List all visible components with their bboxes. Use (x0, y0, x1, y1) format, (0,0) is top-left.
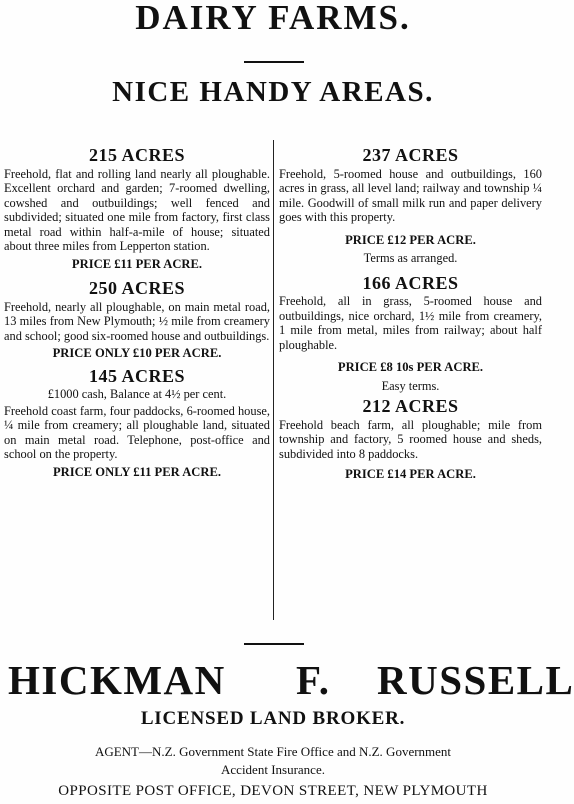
listing-250-text: Freehold, nearly all ploughable, on main metal road, 13 miles from New Plymouth; ½ mile from creamery and school; good six-roomed house and outbuildings. (4, 299, 270, 343)
page-title: DAIRY FARMS. (135, 0, 411, 37)
listing-237-heading: 237 ACRES (362, 145, 459, 165)
column-divider (273, 140, 274, 620)
listing-215-text: Freehold, flat and rolling land nearly all ploughable. Excellent orchard and garden; 7-roomed dwelling, cowshed and outbuildings; well fenced and subdivided; situated one mile from factory, first class metal road within half-a-mile of house; situated about three miles from Lepperton station. (4, 166, 270, 253)
listing-145-terms: £1000 cash, Balance at 4½ per cent. (47, 387, 227, 401)
agent-line-2: Accident Insurance. (221, 762, 325, 777)
listing-212-text: Freehold beach farm, all ploughable; mile from township and factory, 5 roomed house and sheds, subdivided into 8 paddocks. (279, 417, 542, 461)
listing-237-price: PRICE £12 PER ACRE. (345, 232, 476, 247)
listing-237-text: Freehold, 5-roomed house and outbuildings, 160 acres in grass, all level land; railway and township ¼ mile. Goodwill of small milk run and paper delivery goes with this property. (279, 166, 542, 224)
listing-166-text: Freehold, all in grass, 5-roomed house and outbuildings, nice orchard, 1½ mile from creamery, 1 mile from metal, miles from railway; about half ploughable. (279, 294, 542, 352)
agent-line-1: AGENT—N.Z. Government State Fire Office and N.Z. Government (94, 744, 452, 759)
listing-215-heading: 215 ACRES (88, 145, 186, 165)
title-rule (244, 61, 304, 63)
listing-145-text: Freehold coast farm, four paddocks, 6-roomed house, ¼ mile from creamery; all ploughable land, situated on main metal road. Telephone, post-office and school on the property. (4, 403, 270, 461)
listing-237-terms: Terms as arranged. (363, 251, 458, 265)
right-column (279, 145, 542, 486)
listing-166-price: PRICE £8 10s PER ACRE. (337, 360, 484, 374)
listing-215-price: PRICE £11 PER ACRE. (71, 256, 203, 271)
broker-name-initial: F. (296, 657, 331, 703)
subtitle: NICE HANDY AREAS. (112, 76, 434, 108)
listing-250-heading: 250 ACRES (88, 278, 186, 298)
listing-212-price: PRICE £14 PER ACRE. (345, 467, 476, 481)
listing-212-heading: 212 ACRES (362, 396, 459, 416)
broker-name-last: RUSSELL (377, 657, 574, 703)
footer-rule (244, 643, 304, 645)
listing-166-heading: 166 ACRES (362, 272, 459, 293)
broker-name-first: HICKMAN (8, 657, 226, 703)
broker-name (0, 656, 574, 704)
left-column (4, 145, 270, 483)
listing-145-heading: 145 ACRES (88, 365, 186, 386)
listing-145-price: PRICE ONLY £11 PER ACRE. (52, 464, 222, 479)
office-address: OPPOSITE POST OFFICE, DEVON STREET, NEW PLYMOUTH (58, 783, 488, 799)
listing-166-terms: Easy terms. (381, 378, 440, 393)
broker-role: LICENSED LAND BROKER. (140, 708, 406, 729)
listing-250-price: PRICE ONLY £10 PER ACRE. (52, 346, 222, 360)
